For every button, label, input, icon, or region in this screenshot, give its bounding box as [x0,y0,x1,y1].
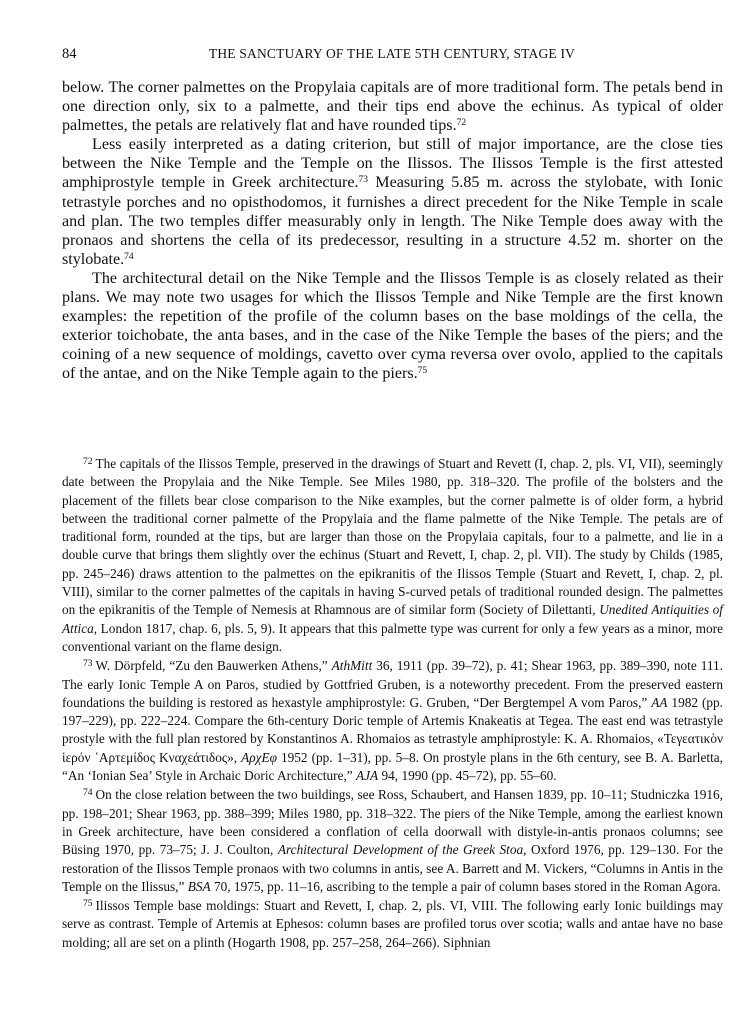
footnote-73-text-b: 36, 1911 (pp. 39–72), p. 41; Shear 1963, pp. 389–390, note 111. The early Ionic Temple A on Paros, studied by Gottfried Gruben, is a noteworthy precedent. From the preserved eastern foundations the building is restored as hexastyle amphiprostyle: G. Gruben, “Der Bergtempel A vom Paros,” [62,658,723,710]
footnote-73-text-d: 1952 (pp. 1–31), pp. 5–8. On prostyle plans in the 6th century, see B. A. Barletta, “An ‘Ionian Sea’ Style in Archaic Doric Architecture,” [62,749,723,784]
footnote-72-text-b: , London 1817, chap. 6, pls. 5, 9). It appears that this palmette type was current for only a few years as a minor, more conventional variant on the flame design. [62,620,723,654]
footnote-74-journal: BSA [187,878,211,894]
footnote-72-text-a: The capitals of the Ilissos Temple, preserved in the drawings of Stuart and Revett (I, chap. 2, pls. VI, VII), seemingly date between the Propylaia and the Nike Temple. See Miles 1980, pp. 318–320. The profile of the bolsters and the placement of the fillets bear close comparison to the Nike examples, but the corner palmette is of older form, a hybrid between the traditional corner palmette of the Propylaia and the flame palmette of the Nike Temple. The petals are of traditional form, rounded at the tips, but are larger than those on the Propylaia capitals, four to a palmette, and lie in a double curve that brings them slightly over the echinus (Stuart and Revett, I, chap. 2, pl. VII). The study by Childs (1985, pp. 245–246) draws attention to the palmettes on the epikranitis of the Ilissos Temple (Stuart and Revett, I, chap. 2, pl. VIII), similar to the corner palmettes of the capitals in having S-curved petals of traditional rounded design. The palmettes on the epikranitis of the Temple of Nemesis at Rhamnous are of similar form (Society of Dilettanti, [62,456,723,618]
footnote-72-number: 72 [83,457,93,467]
paragraph-2-text-a: Less easily interpreted as a dating criterion, but still of major importance, are the close ties between the Nike Temple and the Temple on the Ilissos. The Ilissos Temple is the first attested amphiprostyle temple in Greek architecture. [62,136,723,192]
paragraph-1-text: below. The corner palmettes on the Propylaia capitals are of more traditional form. The petals bend in one direction only, six to a palmette, and their tips end above the echinus. As typical of older palmettes, the petals are relatively flat and have rounded tips. [62,79,723,135]
main-text [62,78,723,384]
paragraph-2 [62,135,723,269]
footnote-73-journal-1: AthMitt [331,658,373,674]
footnote-74-text-c: 70, 1975, pp. 11–16, ascribing to the temple a pair of column bases stored in the Roman Agora. [210,878,721,894]
footnote-75 [62,897,723,952]
note-ref-74: 74 [124,251,134,262]
footnote-74-text-a: On the close relation between the two buildings, see Ross, Schaubert, and Hansen 1839, pp. 10–11; Studniczka 1916, pp. 198–201; Shear 1963, pp. 388–399; Miles 1980, pp. 318–322. The piers of the Nike Temple, among the earliest known in Greek architecture, have been considered a conflation of cella doorwall with distyle-in-antis pronaos columns; see Büsing 1970, pp. 73–75; J. J. Coulton, [62,787,723,858]
footnote-73 [62,657,723,785]
paragraph-1 [62,78,723,135]
footnote-73-text-c: 1982 (pp. 197–229), pp. 222–224. Compare the 6th-century Doric temple of Artemis Knakeatis at Tegea. The east end was tetrastyle prostyle with the full plan restored by Konstantinos A. Rhomaios as tetrastyle amphiprostyle: K. A. Rhomaios, «Τεγεατικὸν ἱερόν ᾿Αρτεμίδος Κναχεάτιδος», [62,694,723,765]
paragraph-3-text: The architectural detail on the Nike Temple and the Ilissos Temple is as closely related as their plans. We may note two usages for which the Ilissos Temple and Nike Temple are the first known examples: the repetition of the profile of the column bases on the base moldings of the cella, the exterior toichobate, the anta bases, and in the case of the Nike Temple the bases of the piers; and the coining of a new sequence of moldings, cavetto over cyma reversa over ovolo, applied to the capitals of the antae, and on the Nike Temple again to the piers. [62,269,723,383]
footnote-72 [62,455,723,656]
footnote-74 [62,786,723,896]
footnote-73-number: 73 [83,659,93,670]
paragraph-2-text-b: Measuring 5.85 m. across the stylobate, with Ionic tetrastyle porches and no opisthodomos, it furnishes a direct precedent for the Nike Temple in scale and plan. The two temples differ measurably only in length. The Nike Temple does away with the pronaos and shortens the cella of its predecessor, resulting in a structure 4.52 m. shorter on the stylobate. [62,174,723,268]
footnote-73-journal-2: AA [651,694,668,710]
running-head: THE SANCTUARY OF THE LATE 5TH CENTURY, STAGE IV [208,46,576,61]
footnote-73-journal-4: AJA [356,768,379,784]
footnote-73-journal-3: ΑρχΕφ [241,749,277,765]
note-ref-75: 75 [417,366,428,377]
footnote-73-text-a: W. Dörpfeld, “Zu den Bauwerken Athens,” [95,658,332,674]
page-header [62,46,722,70]
footnote-72-title: Unedited Antiquities of Attica [62,602,724,636]
footnote-74-title: Architectural Development of the Greek Stoa [277,842,524,858]
footnote-74-number: 74 [83,788,93,799]
footnote-74-text-b: , Oxford 1976, pp. 129–130. For the restoration of the Ilissos Temple pronaos with two columns in antis, see A. Barrett and M. Vickers, “Columns in Antis in the Temple on the Ilissus,” [62,842,724,894]
footnotes [62,455,723,953]
note-ref-72: 72 [456,118,467,129]
footnote-73-text-e: 94, 1990 (pp. 45–72), pp. 55–60. [378,768,557,784]
paragraph-3 [62,269,723,384]
footnote-75-text-a: Ilissos Temple base moldings: Stuart and Revett, I, chap. 2, pls. VI, VIII. The following early Ionic buildings may serve as contrast. Temple of Artemis at Ephesos: column bases are profiled torus over scotia; walls and antae have no base molding; all are set on a plinth (Hogarth 1908, pp. 257–258, 264–266). Siphnian [62,898,723,950]
page-number: 84 [62,46,77,62]
footnote-75-number: 75 [83,899,93,910]
note-ref-73: 73 [358,175,369,186]
